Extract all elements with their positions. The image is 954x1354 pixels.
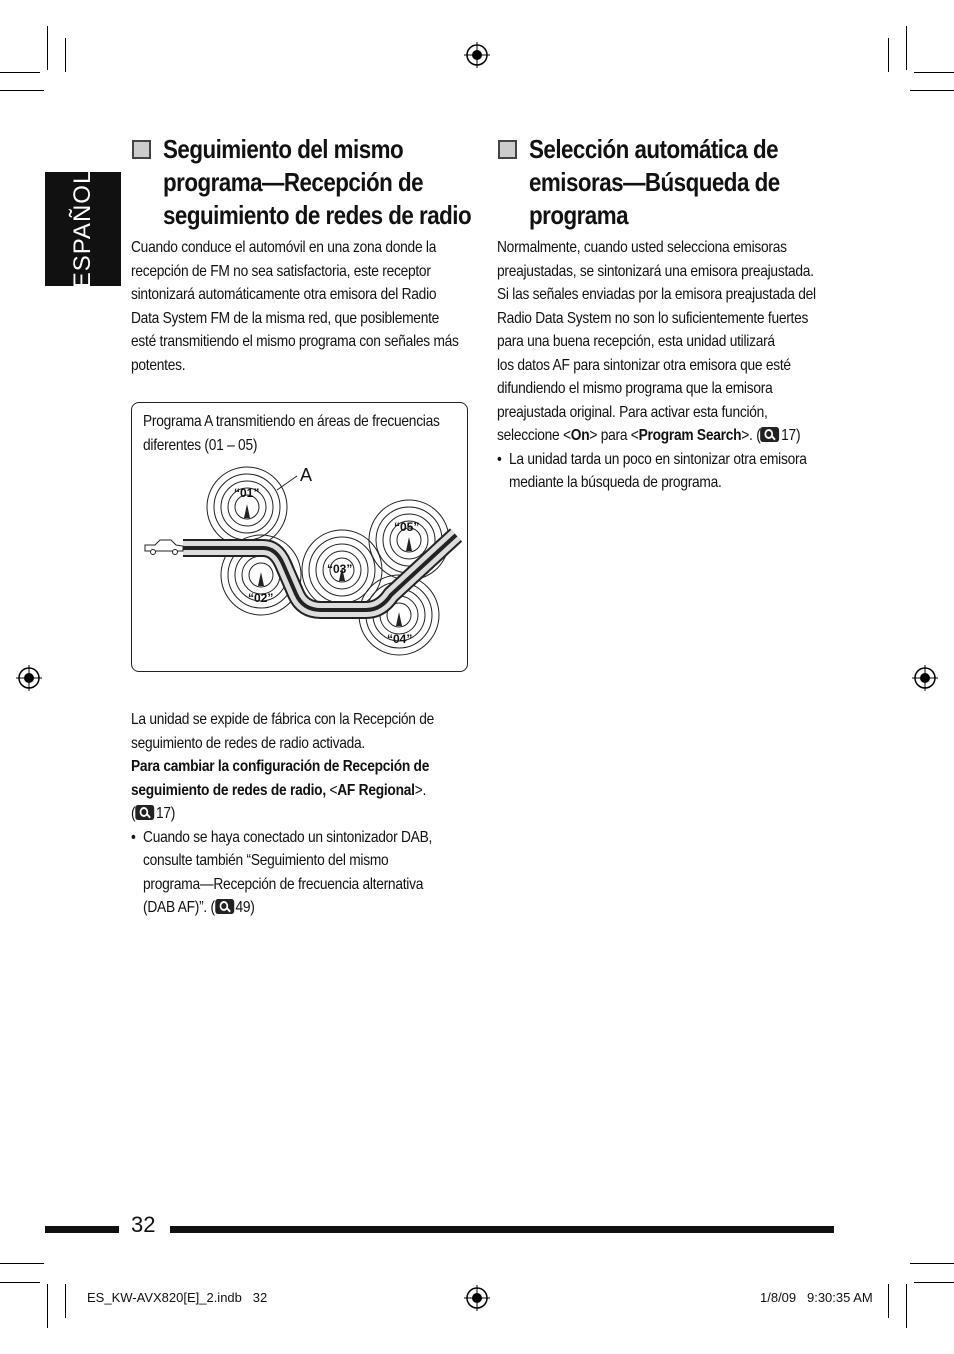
right-paragraph [497,236,842,495]
page-reference: 49 [235,899,251,916]
title-line: seguimiento de redes de radio [163,200,472,230]
footer-datetime: 1/8/09 9:30:35 AM [760,1290,873,1305]
title-line: programa—Recepción de [163,167,424,197]
text-line: seleccione <On> para <Program Search>. ( 17) [497,427,801,444]
crop-mark [910,1263,954,1264]
text-line: Para cambiar la configuración de Recepción de [131,758,430,775]
text-line: ( 17) [131,805,176,822]
registration-mark-icon [912,665,938,691]
left-after-figure-text [131,708,476,920]
bullet-item [131,826,476,920]
text-line: (DAB AF)”. ( 49) [143,899,255,916]
page-reference: 17 [155,805,171,822]
crop-mark [0,1282,40,1283]
reference-magnifier-icon [215,899,234,914]
reference-magnifier-icon [761,427,780,442]
page-number: 32 [131,1212,156,1237]
af-regional-option: AF Regional [337,781,415,799]
text-line: sintonizará automáticamente otra emisora del Radio [131,286,437,303]
registration-mark-icon [464,42,490,68]
registration-mark-icon [16,665,42,691]
crop-mark [65,38,66,72]
text-line: Normalmente, cuando usted selecciona emisoras [497,239,787,256]
text-line: seguimiento de redes de radio, <AF Regional>. [131,781,427,799]
page-reference: 17 [781,427,796,444]
section-bullet-icon [132,140,151,159]
text-line: Cuando conduce el automóvil en una zona donde la [131,239,437,256]
crop-mark [65,1284,66,1318]
page-bar-left [45,1226,119,1233]
text-line: La unidad se expide de fábrica con la Recepción de [131,711,435,728]
figure-caption [143,410,459,457]
caption-line: Programa A transmitiendo en áreas de frecuencias [143,413,440,430]
text-line: preajustada original. Para activar esta función, [497,403,768,421]
registration-mark-icon [464,1285,490,1311]
crop-mark [910,90,954,91]
reference-magnifier-icon [135,805,154,820]
text-line: los datos AF para sintonizar otra emisora que esté [497,356,791,374]
station-label-04: “04” [387,632,413,646]
crop-mark [0,72,40,73]
left-intro-paragraph [131,236,476,377]
title-line: Seguimiento del mismo [163,134,404,164]
title-line: emisoras—Búsqueda de [529,167,780,197]
text-line: potentes. [131,356,186,374]
text-line: Data System FM de la misma red, que posiblemente [131,309,440,327]
coverage-diagram [131,460,468,670]
crop-mark [906,26,907,70]
text-line: Si las señales enviadas por la emisora preajustada del [497,286,816,303]
text-line: mediante la búsqueda de programa. [509,474,722,491]
car-icon [145,540,183,555]
page-bar-right [170,1226,834,1233]
text-fragment: seleccione < [497,427,571,444]
crop-mark [47,26,48,70]
bullet-item [497,448,842,495]
language-tab-label: ESPAÑOL [69,169,96,289]
crop-mark [0,90,44,91]
text-line: preajustadas, se sintonizará una emisora preajustada. [497,262,814,280]
crop-mark [0,1263,44,1264]
title-line: programa [529,200,629,230]
station-label-03: “03” [327,562,353,576]
left-section-title [163,133,471,232]
text-line: recepción de FM no sea satisfactoria, este receptor [131,262,431,280]
right-section-title [529,133,780,232]
text-fragment: > para < [589,427,639,444]
station-label-01: “01” [234,486,260,500]
text-line: para una buena recepción, esta unidad utilizará [497,333,775,350]
figure-label-a: A [300,465,313,485]
program-search-option: Program Search [638,427,742,444]
text-line: • La unidad tarda un poco en sintonizar otra emisora [509,450,807,468]
crop-mark [914,72,954,73]
section-bullet-icon [498,140,517,159]
crop-mark [888,38,889,72]
text-line: esté transmitiendo el mismo programa con señales más [131,333,459,350]
text-line: consulte también “Seguimiento del mismo [143,852,389,869]
text-line: programa—Recepción de frecuencia alternativa [143,875,424,893]
text-line: Radio Data System no son lo suficientemente fuertes [497,309,809,327]
crop-mark [47,1284,48,1328]
text-line: difundiendo el mismo programa que la emisora [497,380,773,397]
text-line: • Cuando se haya conectado un sintonizador DAB, [143,828,433,846]
crop-mark [914,1282,954,1283]
crop-mark [906,1284,907,1328]
on-option: On [570,427,590,444]
station-label-05: “05” [394,520,420,534]
footer-file: ES_KW-AVX820[E]_2.indb 32 [87,1290,268,1305]
text-line: seguimiento de redes de radio activada. [131,734,365,752]
station-label-02: “02” [248,591,274,605]
title-line: Selección automática de [529,134,779,164]
text-fragment: (DAB AF)”. ( [143,899,215,916]
crop-mark [888,1284,889,1318]
bold-text: seguimiento de redes de radio, [131,781,326,799]
caption-line: diferentes (01 – 05) [143,436,258,454]
language-tab [45,169,121,289]
